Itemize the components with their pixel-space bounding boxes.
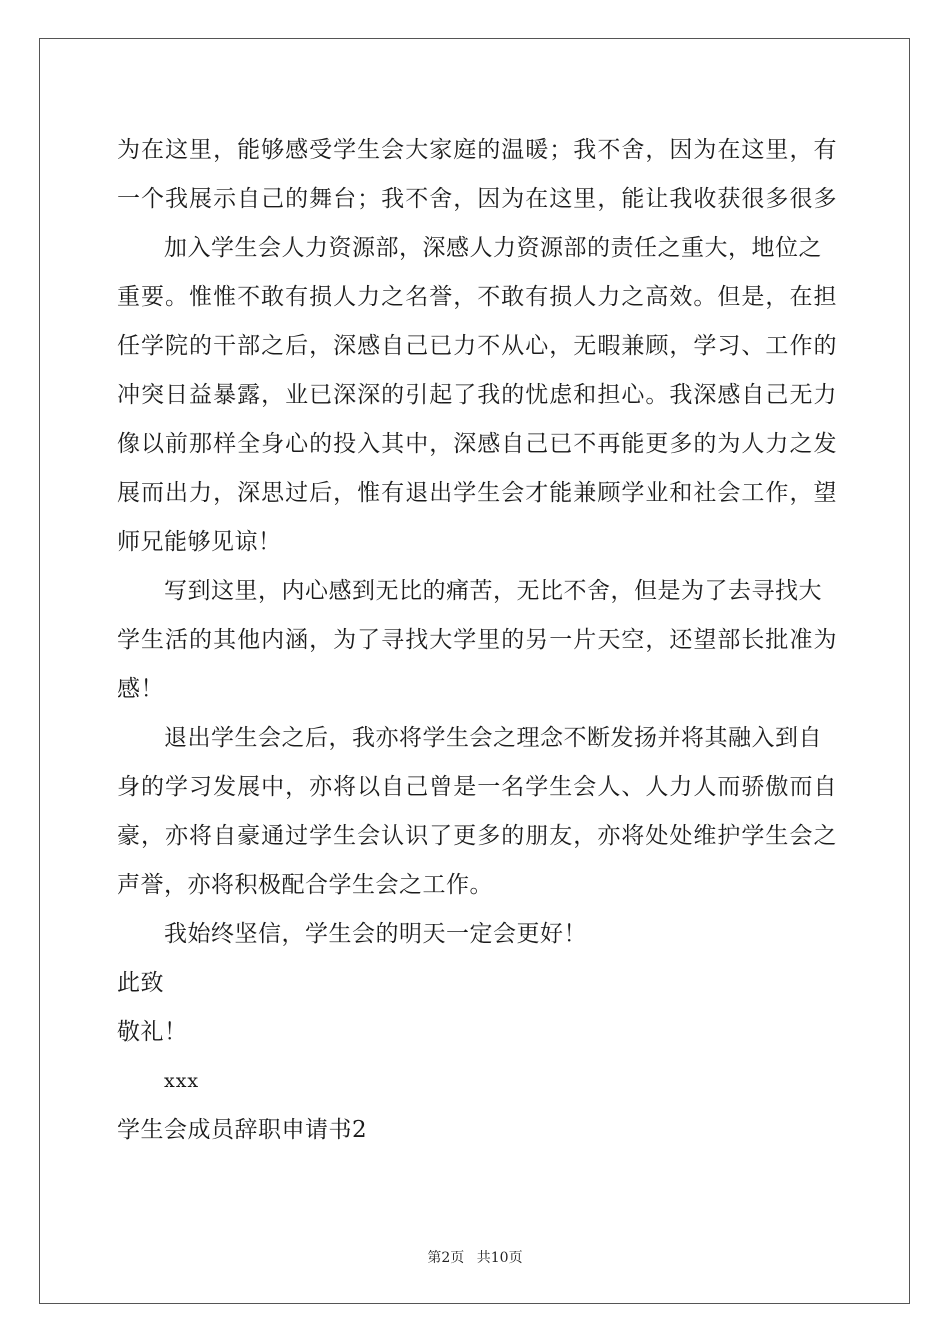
closing-regards: 敬礼！: [117, 1019, 188, 1045]
text-line: 豪 ， 亦 将 自 豪 通 过 学 生 会 认 识 了 更 多 的 朋 友 ， 亦 将 处 处 维 护 学 生 会 之: [117, 823, 837, 849]
text-line: 感！: [117, 676, 164, 702]
text-line: 声誉，亦将积极配合学生会之工作。: [117, 872, 493, 898]
text-line: 任 学 院 的 干 部 之 后 ， 深 感 自 己 已 力 不 从 心 ， 无 暇 兼 顾 ， 学 习 、 工 作 的: [117, 333, 837, 359]
text-line: 师兄能够见谅！: [117, 529, 282, 555]
paragraph-start-line: 退出学生会之后，我亦将学生会之理念不断发扬并将其融入到自: [164, 725, 822, 751]
paragraph-start-line: 加入学生会人力资源部，深感人力资源部的责任之重大，地位之: [164, 235, 822, 261]
text-line: 像 以 前 那 样 全 身 心 的 投 入 其 中 ， 深 感 自 己 已 不 再 能 更 多 的 为 人 力 之 发: [117, 431, 837, 457]
text-line: 展 而 出 力 ， 深 思 过 后 ， 惟 有 退 出 学 生 会 才 能 兼 顾 学 业 和 社 会 工 作 ， 望: [117, 480, 837, 506]
text-line: 重 要 。 惟 惟 不 敢 有 损 人 力 之 名 誉 ， 不 敢 有 损 人 力 之 高 效 。 但 是 ， 在 担: [117, 284, 837, 310]
text-line: 为 在 这 里 ， 能 够 感 受 学 生 会 大 家 庭 的 温 暖 ； 我 不 舍 ， 因 为 在 这 里 ， 有: [117, 137, 837, 163]
total-pages: 共10页: [476, 1250, 523, 1266]
text-line: 一 个 我 展 示 自 己 的 舞 台 ； 我 不 舍 ， 因 为 在 这 里 ， 能 让 我 收 获 很 多 很 多: [117, 186, 837, 212]
closing-salutation: 此致: [117, 970, 164, 996]
next-section-title: 学生会成员辞职申请书2: [117, 1117, 368, 1143]
paragraph-start-line: 我始终坚信，学生会的明天一定会更好！: [164, 921, 587, 947]
signature: xxx: [164, 1070, 200, 1092]
page-number: 第2页: [427, 1250, 465, 1266]
paragraph-start-line: 写到这里，内心感到无比的痛苦，无比不舍，但是为了去寻找大: [164, 578, 822, 604]
page-footer: [0, 1247, 950, 1267]
text-line: 身 的 学 习 发 展 中 ， 亦 将 以 自 己 曾 是 一 名 学 生 会 人 、 人 力 人 而 骄 傲 而 自: [117, 774, 837, 800]
document-body: [117, 126, 837, 1155]
text-line: 学 生 活 的 其 他 内 涵 ， 为 了 寻 找 大 学 里 的 另 一 片 天 空 ， 还 望 部 长 批 准 为: [117, 627, 837, 653]
text-line: 冲 突 日 益 暴 露 ， 业 已 深 深 的 引 起 了 我 的 忧 虑 和 担 心 。 我 深 感 自 己 无 力: [117, 382, 837, 408]
